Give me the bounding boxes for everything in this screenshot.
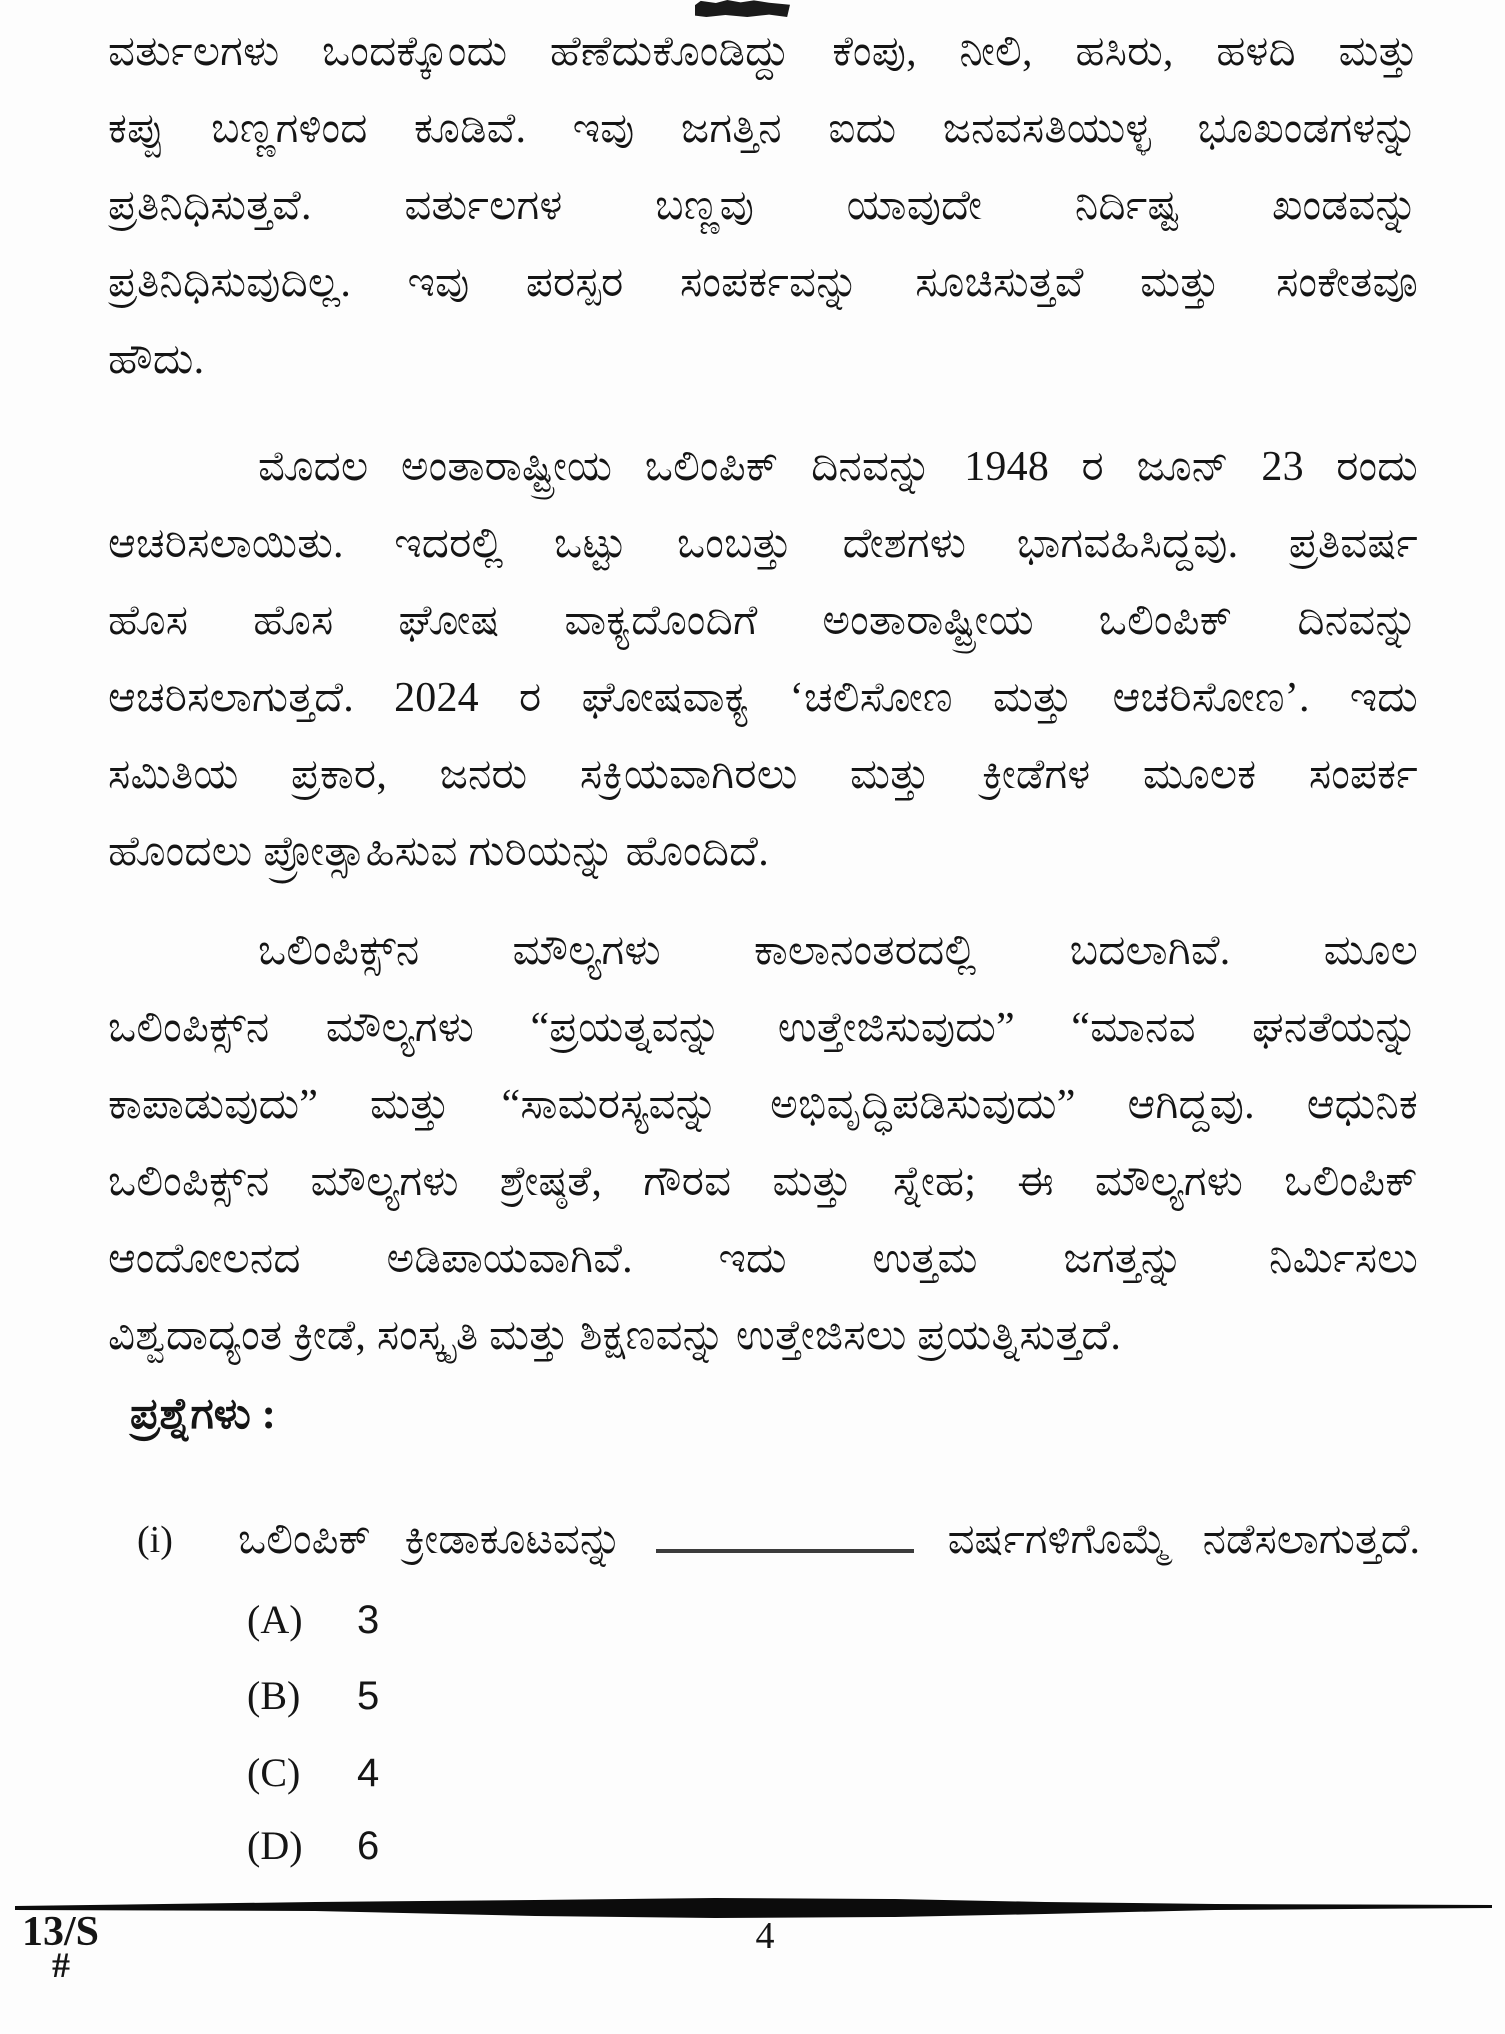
question-number: (i) [137,1519,173,1561]
passage-line: ಒಲಿಂಪಿಕ್ಸ್‌ನ ಮೌಲ್ಯಗಳು “ಪ್ರಯತ್ನವನ್ನು ಉತ್ತೇಜಿಸುವುದು” “ಮಾನವ ಘನತೆಯನ್ನು [108,1005,1418,1051]
option-label: (B) [247,1673,301,1718]
passage-paragraph-2 [108,429,1418,891]
paper-code: 13/S [22,1909,100,1955]
option-value: 6 [357,1824,380,1868]
passage-line: ಸಮಿತಿಯ ಪ್ರಕಾರ, ಜನರು ಸಕ್ರಿಯವಾಗಿರಲು ಮತ್ತು ಕ್ರೀಡೆಗಳ ಮೂಲಕ ಸಂಪರ್ಕ [108,752,1418,798]
passage-line: ಆಚರಿಸಲಾಗುತ್ತದೆ. 2024 ರ ಘೋಷವಾಕ್ಯ ‘ಚಲಿಸೋಣ ಮತ್ತು ಆಚರಿಸೋಣ’. ಇದು [108,675,1418,721]
passage-line: ಮೊದಲ ಅಂತಾರಾಷ್ಟ್ರೀಯ ಒಲಿಂಪಿಕ್ ದಿನವನ್ನು 1948 ರ ಜೂನ್ 23 ರಂದು [258,444,1418,490]
passage-line: ವರ್ತುಲಗಳು ಒಂದಕ್ಕೊಂದು ಹೆಣೆದುಕೊಂಡಿದ್ದು ಕೆಂಪು, ನೀಲಿ, ಹಸಿರು, ಹಳದಿ ಮತ್ತು [108,29,1418,75]
passage-line: ವಿಶ್ವದಾದ್ಯಂತ ಕ್ರೀಡೆ, ಸಂಸ್ಕೃತಿ ಮತ್ತು ಶಿಕ್ಷಣವನ್ನು ಉತ್ತೇಜಿಸಲು ಪ್ರಯತ್ನಿಸುತ್ತದೆ. [108,1313,1122,1359]
option-value: 4 [357,1751,380,1795]
passage-line: ಆಚರಿಸಲಾಯಿತು. ಇದರಲ್ಲಿ ಒಟ್ಟು ಒಂಬತ್ತು ದೇಶಗಳು ಭಾಗವಹಿಸಿದ್ದವು. ಪ್ರತಿವರ್ಷ [108,521,1418,567]
option-label: (C) [247,1750,301,1795]
question-text [238,1500,1420,1590]
option-row-d [247,1811,379,1881]
option-row-b [247,1661,379,1731]
question-text-after-blank: ವರ್ಷಗಳಿಗೊಮ್ಮೆ ನಡೆಸಲಾಗುತ್ತದೆ. [947,1517,1420,1563]
passage-line: ಒಲಿಂಪಿಕ್ಸ್‌ನ ಮೌಲ್ಯಗಳು ಶ್ರೇಷ್ಠತೆ, ಗೌರವ ಮತ್ತು ಸ್ನೇಹ; ಈ ಮೌಲ್ಯಗಳು ಒಲಿಂಪಿಕ್ [108,1159,1418,1205]
passage-line: ಕಾಪಾಡುವುದು” ಮತ್ತು “ಸಾಮರಸ್ಯವನ್ನು ಅಭಿವೃದ್ಧಿಪಡಿಸುವುದು” ಆಗಿದ್ದವು. ಆಧುನಿಕ [108,1082,1418,1128]
option-row-c [247,1738,379,1808]
option-value: 5 [357,1674,380,1718]
passage-paragraph-1 [108,14,1418,399]
passage-line: ಪ್ರತಿನಿಧಿಸುತ್ತವೆ. ವರ್ತುಲಗಳ ಬಣ್ಣವು ಯಾವುದೇ ನಿರ್ದಿಷ್ಟ ಖಂಡವನ್ನು [108,183,1418,229]
passage-line: ಆಂದೋಲನದ ಅಡಿಪಾಯವಾಗಿವೆ. ಇದು ಉತ್ತಮ ಜಗತ್ತನ್ನು ನಿರ್ಮಿಸಲು [108,1236,1418,1282]
passage-line: ಒಲಿಂಪಿಕ್ಸ್‌ನ ಮೌಲ್ಯಗಳು ಕಾಲಾನಂತರದಲ್ಲಿ ಬದಲಾಗಿವೆ. ಮೂಲ [258,928,1418,974]
passage-line: ಪ್ರತಿನಿಧಿಸುವುದಿಲ್ಲ. ಇವು ಪರಸ್ಪರ ಸಂಪರ್ಕವನ್ನು ಸೂಚಿಸುತ್ತವೆ ಮತ್ತು ಸಂಕೇತವೂ [108,260,1418,306]
passage-line: ಕಪ್ಪು ಬಣ್ಣಗಳಿಂದ ಕೂಡಿವೆ. ಇವು ಜಗತ್ತಿನ ಐದು ಜನವಸತಿಯುಳ್ಳ ಭೂಖಂಡಗಳನ್ನು [108,106,1418,152]
passage-paragraph-3 [108,913,1418,1375]
questions-heading: ಪ್ರಶ್ನೆಗಳು : [130,1391,276,1438]
passage-line: ಹೊಸ ಹೊಸ ಘೋಷ ವಾಕ್ಯದೊಂದಿಗೆ ಅಂತಾರಾಷ್ಟ್ರೀಯ ಒಲಿಂಪಿಕ್ ದಿನವನ್ನು [108,598,1418,644]
option-value: 3 [357,1598,380,1642]
hash-mark: # [52,1945,70,1985]
option-row-a [247,1585,379,1655]
option-label: (A) [247,1597,303,1642]
page-number: 4 [755,1915,775,1957]
question-text-before-blank: ಒಲಿಂಪಿಕ್ ಕ್ರೀಡಾಕೂಟವನ್ನು [238,1517,623,1563]
question-i [0,1500,1505,1590]
passage-line: ಹೌದು. [108,337,205,383]
answer-blank [656,1507,914,1553]
option-label: (D) [247,1823,303,1868]
passage-line: ಹೊಂದಲು ಪ್ರೋತ್ಸಾಹಿಸುವ ಗುರಿಯನ್ನು ಹೊಂದಿದೆ. [108,829,769,875]
